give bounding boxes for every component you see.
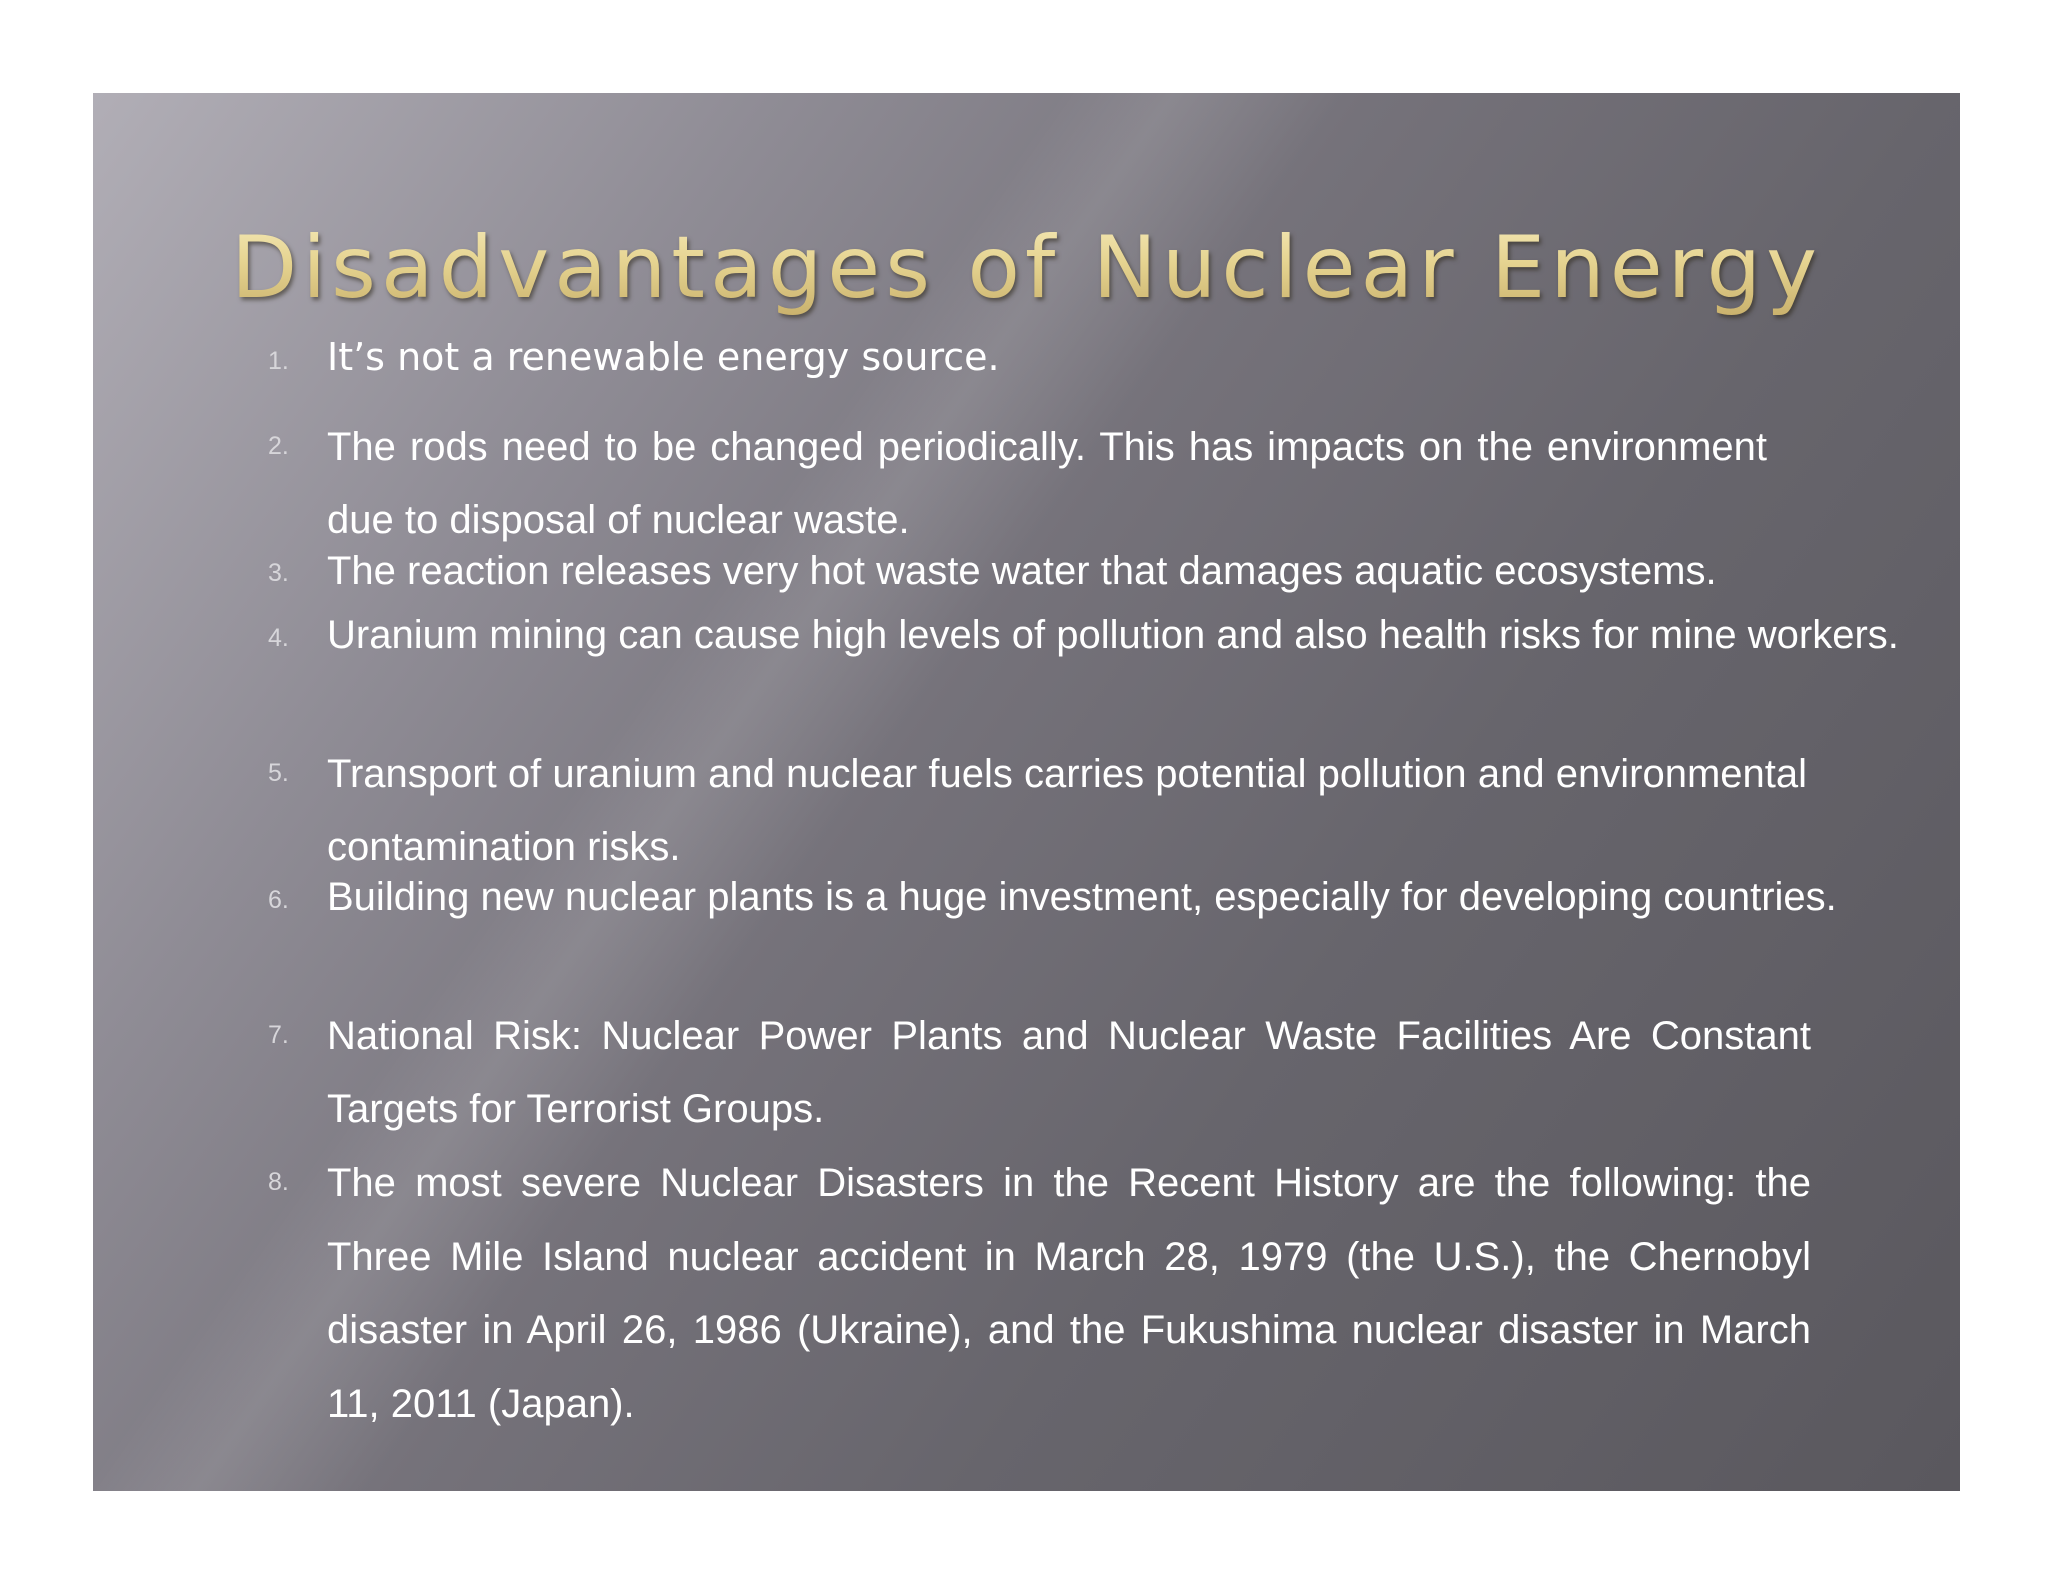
list-item-text: The rods need to be changed periodically. This has impacts on the environment due to disposal of nuclear waste. (327, 425, 1767, 542)
list-item-number: 1. (268, 347, 289, 375)
list-item-text: The most severe Nuclear Disasters in the Recent History are the following: the Three Mile Island nuclear accident in March 28, 1979 (the U.S.), the Chernobyl disaster in April 26, 1986 (Ukraine), and the Fukushima nuclear disaster in March 11, 2011 (Japan). (327, 1161, 1811, 1426)
list-item-text: Uranium mining can cause high levels of pollution and also health risks for mine workers. (327, 613, 1899, 657)
slide-title: Disadvantages of Nuclear Energy (93, 213, 1960, 323)
list-item-number: 3. (268, 559, 289, 587)
list-item-text: Transport of uranium and nuclear fuels carries potential pollution and environmental contamination risks. (327, 752, 1807, 869)
list-item-text: It’s not a renewable energy source. (327, 335, 1000, 379)
list-item-number: 8. (268, 1168, 289, 1196)
list-item-number: 5. (268, 759, 289, 787)
list-item-text: The reaction releases very hot waste water that damages aquatic ecosystems. (327, 549, 1717, 593)
slide (93, 93, 1960, 1491)
list-item-number: 2. (268, 432, 289, 460)
list-item-number: 4. (268, 624, 289, 652)
list-item-text: Building new nuclear plants is a huge investment, especially for developing countries. (327, 875, 1837, 919)
list-item-text: National Risk: Nuclear Power Plants and Nuclear Waste Facilities Are Constant Targets for Terrorist Groups. (327, 1014, 1811, 1131)
list-item-number: 6. (268, 886, 289, 914)
list-item-number: 7. (268, 1021, 289, 1049)
